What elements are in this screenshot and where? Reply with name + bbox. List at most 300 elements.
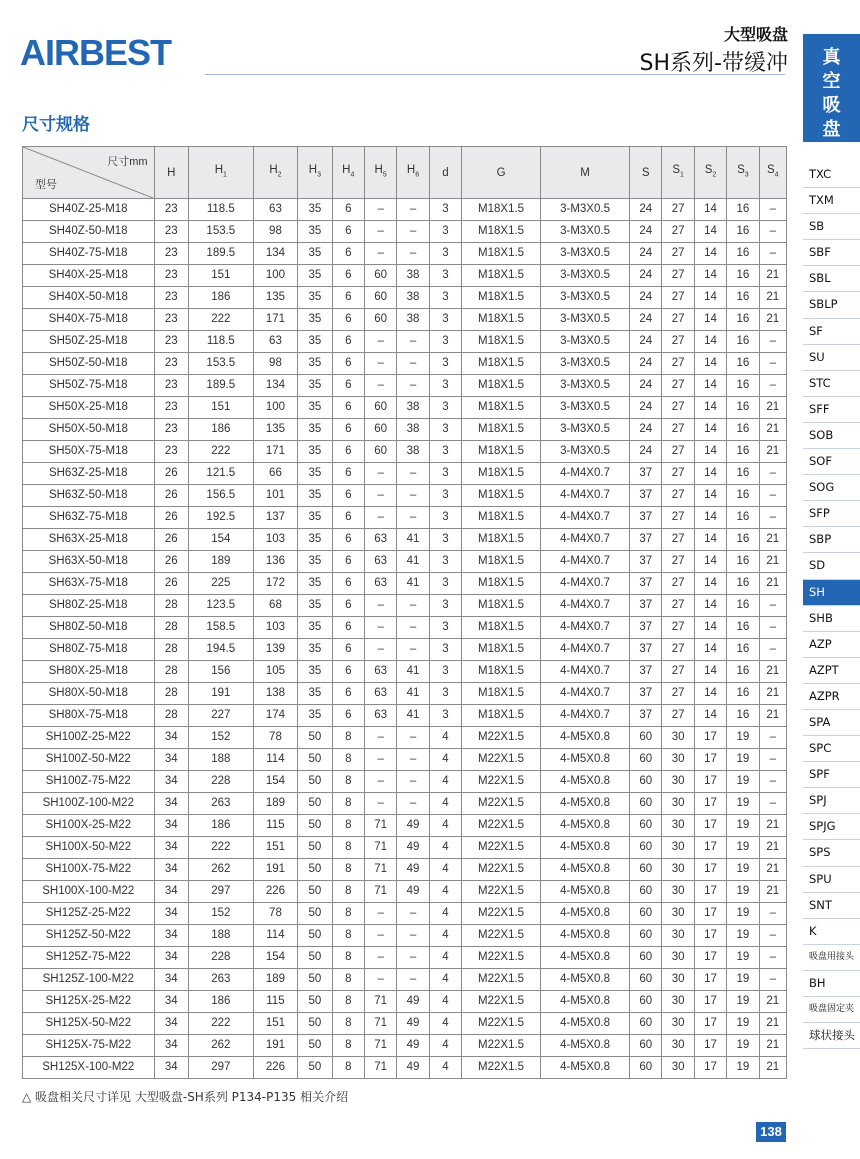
table-cell: 6 bbox=[332, 595, 364, 617]
table-cell: 37 bbox=[630, 683, 662, 705]
column-header bbox=[630, 147, 662, 199]
table-cell: 26 bbox=[154, 529, 188, 551]
table-cell: 35 bbox=[298, 397, 332, 419]
table-cell: 4 bbox=[429, 727, 461, 749]
table-cell: 16 bbox=[727, 331, 759, 353]
table-cell: 21 bbox=[759, 441, 786, 463]
table-cell: 4 bbox=[429, 881, 461, 903]
table-cell: 34 bbox=[154, 749, 188, 771]
table-cell: 38 bbox=[397, 309, 429, 331]
table-cell: 34 bbox=[154, 1035, 188, 1057]
table-cell: 188 bbox=[188, 749, 253, 771]
table-cell: 30 bbox=[662, 925, 694, 947]
table-cell: 37 bbox=[630, 485, 662, 507]
table-cell: 37 bbox=[630, 507, 662, 529]
table-cell: M18X1.5 bbox=[462, 243, 541, 265]
table-row bbox=[23, 947, 787, 969]
table-cell: M22X1.5 bbox=[462, 947, 541, 969]
table-cell: 3 bbox=[429, 485, 461, 507]
table-cell: M18X1.5 bbox=[462, 485, 541, 507]
table-cell: 8 bbox=[332, 1035, 364, 1057]
table-cell: 154 bbox=[188, 529, 253, 551]
table-cell: 24 bbox=[630, 221, 662, 243]
column-header-subscript: 6 bbox=[415, 171, 420, 179]
table-cell: 228 bbox=[188, 947, 253, 969]
table-cell: 8 bbox=[332, 815, 364, 837]
table-cell: 34 bbox=[154, 727, 188, 749]
table-cell: 37 bbox=[630, 639, 662, 661]
table-cell: 222 bbox=[188, 309, 253, 331]
table-cell: 34 bbox=[154, 815, 188, 837]
table-cell: 3 bbox=[429, 419, 461, 441]
table-cell: 188 bbox=[188, 925, 253, 947]
table-body bbox=[23, 199, 787, 1079]
side-nav-item[interactable]: TXM bbox=[803, 188, 860, 214]
table-cell: – bbox=[364, 793, 396, 815]
model-cell: SH50Z-75-M18 bbox=[23, 375, 155, 397]
table-cell: 191 bbox=[188, 683, 253, 705]
column-header-label: S bbox=[766, 163, 775, 176]
table-cell: 191 bbox=[253, 1035, 298, 1057]
side-nav-item[interactable]: SBLP bbox=[803, 292, 860, 318]
side-nav-item[interactable]: SPC bbox=[803, 736, 860, 762]
column-header bbox=[662, 147, 694, 199]
table-cell: 63 bbox=[364, 705, 396, 727]
table-cell: 17 bbox=[694, 903, 726, 925]
table-cell: 3 bbox=[429, 221, 461, 243]
model-cell: SH125X-100-M22 bbox=[23, 1057, 155, 1079]
table-cell: 35 bbox=[298, 705, 332, 727]
table-row bbox=[23, 617, 787, 639]
table-cell: 14 bbox=[694, 221, 726, 243]
table-cell: 16 bbox=[727, 265, 759, 287]
table-cell: 19 bbox=[727, 771, 759, 793]
table-cell: 3-M3X0.5 bbox=[541, 397, 630, 419]
table-cell: 30 bbox=[662, 771, 694, 793]
table-cell: 17 bbox=[694, 947, 726, 969]
table-cell: 19 bbox=[727, 947, 759, 969]
table-cell: 19 bbox=[727, 1013, 759, 1035]
table-cell: 227 bbox=[188, 705, 253, 727]
table-cell: 27 bbox=[662, 573, 694, 595]
side-category-tab[interactable] bbox=[803, 34, 860, 142]
model-cell: SH80Z-25-M18 bbox=[23, 595, 155, 617]
table-row bbox=[23, 881, 787, 903]
table-cell: 14 bbox=[694, 661, 726, 683]
table-cell: 6 bbox=[332, 331, 364, 353]
table-cell: M22X1.5 bbox=[462, 815, 541, 837]
table-cell: M18X1.5 bbox=[462, 331, 541, 353]
side-nav-item[interactable]: K bbox=[803, 919, 860, 945]
table-cell: 49 bbox=[397, 837, 429, 859]
table-cell: 17 bbox=[694, 925, 726, 947]
table-cell: M18X1.5 bbox=[462, 309, 541, 331]
table-cell: 14 bbox=[694, 419, 726, 441]
column-header-label: H bbox=[374, 163, 383, 176]
table-cell: 228 bbox=[188, 771, 253, 793]
table-cell: – bbox=[364, 903, 396, 925]
table-cell: – bbox=[397, 727, 429, 749]
table-cell: – bbox=[364, 485, 396, 507]
table-cell: 263 bbox=[188, 793, 253, 815]
table-cell: 60 bbox=[630, 991, 662, 1013]
model-cell: SH80X-25-M18 bbox=[23, 661, 155, 683]
table-cell: 27 bbox=[662, 617, 694, 639]
table-cell: – bbox=[364, 331, 396, 353]
table-row bbox=[23, 1035, 787, 1057]
table-cell: 35 bbox=[298, 221, 332, 243]
table-cell: M18X1.5 bbox=[462, 375, 541, 397]
table-cell: 21 bbox=[759, 1013, 786, 1035]
side-nav-item[interactable]: SBL bbox=[803, 266, 860, 292]
model-cell: SH80Z-50-M18 bbox=[23, 617, 155, 639]
table-cell: 192.5 bbox=[188, 507, 253, 529]
side-nav-item[interactable]: SD bbox=[803, 553, 860, 579]
column-header-subscript: 4 bbox=[350, 171, 355, 179]
header-title: SH系列-带缓冲 bbox=[639, 51, 788, 76]
table-cell: 3 bbox=[429, 595, 461, 617]
table-cell: 30 bbox=[662, 903, 694, 925]
table-cell: 6 bbox=[332, 639, 364, 661]
table-cell: 27 bbox=[662, 661, 694, 683]
side-nav-item[interactable]: AZP bbox=[803, 632, 860, 658]
table-cell: 50 bbox=[298, 859, 332, 881]
table-cell: 21 bbox=[759, 705, 786, 727]
table-cell: 50 bbox=[298, 837, 332, 859]
table-cell: 16 bbox=[727, 243, 759, 265]
table-cell: 71 bbox=[364, 881, 396, 903]
table-cell: 3-M3X0.5 bbox=[541, 199, 630, 221]
table-cell: 3 bbox=[429, 441, 461, 463]
side-nav-item[interactable]: SNT bbox=[803, 893, 860, 919]
table-cell: M22X1.5 bbox=[462, 727, 541, 749]
side-nav-item[interactable]: SHB bbox=[803, 606, 860, 632]
table-cell: 103 bbox=[253, 529, 298, 551]
table-cell: 23 bbox=[154, 375, 188, 397]
table-cell: 71 bbox=[364, 1035, 396, 1057]
table-cell: 171 bbox=[253, 309, 298, 331]
column-header-subscript: 1 bbox=[223, 171, 227, 179]
side-nav-item[interactable]: SPA bbox=[803, 710, 860, 736]
table-cell: 134 bbox=[253, 243, 298, 265]
table-cell: 27 bbox=[662, 705, 694, 727]
side-nav-item[interactable]: SOB bbox=[803, 423, 860, 449]
column-header-label: M bbox=[580, 166, 590, 179]
table-row bbox=[23, 265, 787, 287]
side-nav-item[interactable]: TXC bbox=[803, 162, 860, 188]
table-cell: 6 bbox=[332, 375, 364, 397]
table-cell: 4-M5X0.8 bbox=[541, 881, 630, 903]
model-cell: SH40X-50-M18 bbox=[23, 287, 155, 309]
side-nav-item[interactable]: SH bbox=[803, 580, 860, 606]
table-cell: – bbox=[759, 903, 786, 925]
table-cell: 23 bbox=[154, 243, 188, 265]
table-cell: M18X1.5 bbox=[462, 573, 541, 595]
table-cell: 23 bbox=[154, 331, 188, 353]
table-cell: 30 bbox=[662, 947, 694, 969]
table-cell: – bbox=[759, 793, 786, 815]
table-cell: 19 bbox=[727, 815, 759, 837]
model-cell: SH50Z-25-M18 bbox=[23, 331, 155, 353]
table-cell: M22X1.5 bbox=[462, 969, 541, 991]
column-header bbox=[429, 147, 461, 199]
model-cell: SH125X-75-M22 bbox=[23, 1035, 155, 1057]
table-cell: 14 bbox=[694, 243, 726, 265]
table-cell: 4-M5X0.8 bbox=[541, 749, 630, 771]
column-header bbox=[154, 147, 188, 199]
table-cell: – bbox=[759, 925, 786, 947]
table-cell: 3 bbox=[429, 617, 461, 639]
model-cell: SH50X-25-M18 bbox=[23, 397, 155, 419]
table-cell: 27 bbox=[662, 639, 694, 661]
table-cell: 63 bbox=[364, 573, 396, 595]
table-cell: M18X1.5 bbox=[462, 617, 541, 639]
side-nav-item[interactable]: 吸盘用接头 bbox=[803, 945, 860, 971]
table-cell: 16 bbox=[727, 639, 759, 661]
table-cell: 23 bbox=[154, 221, 188, 243]
table-cell: – bbox=[397, 595, 429, 617]
table-cell: 136 bbox=[253, 551, 298, 573]
table-cell: 151 bbox=[253, 1013, 298, 1035]
table-cell: 6 bbox=[332, 573, 364, 595]
table-cell: 151 bbox=[188, 397, 253, 419]
side-nav-item[interactable]: SPJ bbox=[803, 788, 860, 814]
table-cell: 138 bbox=[253, 683, 298, 705]
table-cell: 16 bbox=[727, 287, 759, 309]
table-cell: M18X1.5 bbox=[462, 221, 541, 243]
table-cell: 3 bbox=[429, 529, 461, 551]
model-cell: SH80X-50-M18 bbox=[23, 683, 155, 705]
table-cell: 263 bbox=[188, 969, 253, 991]
table-cell: 27 bbox=[662, 287, 694, 309]
model-cell: SH100Z-25-M22 bbox=[23, 727, 155, 749]
table-cell: – bbox=[759, 331, 786, 353]
table-cell: 186 bbox=[188, 991, 253, 1013]
page-number: 138 bbox=[756, 1122, 786, 1142]
table-cell: 3 bbox=[429, 243, 461, 265]
table-cell: – bbox=[364, 243, 396, 265]
table-cell: 14 bbox=[694, 375, 726, 397]
table-cell: 27 bbox=[662, 441, 694, 463]
table-cell: 19 bbox=[727, 837, 759, 859]
table-cell: – bbox=[364, 925, 396, 947]
table-cell: 174 bbox=[253, 705, 298, 727]
column-header-label: H bbox=[269, 163, 278, 176]
table-cell: 60 bbox=[630, 727, 662, 749]
table-cell: 100 bbox=[253, 397, 298, 419]
side-nav-item[interactable]: SFP bbox=[803, 501, 860, 527]
table-cell: 27 bbox=[662, 551, 694, 573]
table-cell: 4 bbox=[429, 859, 461, 881]
table-cell: 4-M5X0.8 bbox=[541, 771, 630, 793]
table-cell: 172 bbox=[253, 573, 298, 595]
table-row bbox=[23, 573, 787, 595]
table-row bbox=[23, 815, 787, 837]
footnote: △ 吸盘相关尺寸详见 大型吸盘-SH系列 P134-P135 相关介绍 bbox=[22, 1090, 349, 1104]
table-cell: 4 bbox=[429, 1057, 461, 1079]
table-cell: 6 bbox=[332, 265, 364, 287]
table-row bbox=[23, 705, 787, 727]
side-nav-item[interactable]: BH bbox=[803, 971, 860, 997]
table-cell: – bbox=[397, 375, 429, 397]
table-cell: 6 bbox=[332, 551, 364, 573]
table-cell: 34 bbox=[154, 881, 188, 903]
table-cell: 24 bbox=[630, 441, 662, 463]
table-cell: 6 bbox=[332, 705, 364, 727]
table-cell: 4-M4X0.7 bbox=[541, 705, 630, 727]
table-cell: 35 bbox=[298, 661, 332, 683]
table-cell: 152 bbox=[188, 727, 253, 749]
table-cell: – bbox=[759, 617, 786, 639]
table-cell: 21 bbox=[759, 991, 786, 1013]
table-cell: 3 bbox=[429, 353, 461, 375]
table-cell: M22X1.5 bbox=[462, 793, 541, 815]
table-cell: 60 bbox=[630, 925, 662, 947]
table-cell: 8 bbox=[332, 793, 364, 815]
table-cell: M18X1.5 bbox=[462, 705, 541, 727]
table-cell: 14 bbox=[694, 287, 726, 309]
side-nav-item[interactable]: SOF bbox=[803, 449, 860, 475]
table-cell: 35 bbox=[298, 507, 332, 529]
side-tab-char: 吸 bbox=[822, 95, 841, 116]
table-cell: 17 bbox=[694, 991, 726, 1013]
side-nav-item[interactable]: SB bbox=[803, 214, 860, 240]
side-nav-item[interactable]: SU bbox=[803, 345, 860, 371]
table-cell: 27 bbox=[662, 529, 694, 551]
table-cell: M18X1.5 bbox=[462, 507, 541, 529]
column-header bbox=[332, 147, 364, 199]
table-row bbox=[23, 925, 787, 947]
side-nav-item[interactable]: SPF bbox=[803, 762, 860, 788]
table-cell: 4-M4X0.7 bbox=[541, 617, 630, 639]
table-row bbox=[23, 243, 787, 265]
table-cell: – bbox=[759, 595, 786, 617]
table-cell: 14 bbox=[694, 705, 726, 727]
table-cell: – bbox=[397, 221, 429, 243]
table-cell: M18X1.5 bbox=[462, 265, 541, 287]
table-cell: 38 bbox=[397, 287, 429, 309]
model-cell: SH50X-50-M18 bbox=[23, 419, 155, 441]
table-row bbox=[23, 463, 787, 485]
table-cell: M22X1.5 bbox=[462, 1035, 541, 1057]
table-cell: 4 bbox=[429, 771, 461, 793]
side-nav-item[interactable]: SF bbox=[803, 319, 860, 345]
table-row bbox=[23, 507, 787, 529]
table-cell: – bbox=[364, 463, 396, 485]
table-cell: 41 bbox=[397, 705, 429, 727]
table-cell: – bbox=[397, 331, 429, 353]
side-nav-item[interactable]: SPJG bbox=[803, 814, 860, 840]
table-cell: 71 bbox=[364, 837, 396, 859]
model-cell: SH100Z-100-M22 bbox=[23, 793, 155, 815]
table-cell: 8 bbox=[332, 991, 364, 1013]
table-cell: – bbox=[759, 969, 786, 991]
table-cell: M22X1.5 bbox=[462, 837, 541, 859]
table-cell: – bbox=[759, 199, 786, 221]
table-cell: 41 bbox=[397, 551, 429, 573]
side-nav-item[interactable]: SBP bbox=[803, 527, 860, 553]
table-cell: – bbox=[759, 771, 786, 793]
column-header-subscript: 5 bbox=[382, 171, 387, 179]
table-cell: 3-M3X0.5 bbox=[541, 221, 630, 243]
table-cell: – bbox=[364, 221, 396, 243]
table-cell: 3 bbox=[429, 661, 461, 683]
model-cell: SH40Z-25-M18 bbox=[23, 199, 155, 221]
table-cell: 16 bbox=[727, 441, 759, 463]
table-cell: 189 bbox=[253, 793, 298, 815]
table-cell: 115 bbox=[253, 991, 298, 1013]
table-cell: 21 bbox=[759, 661, 786, 683]
table-cell: 137 bbox=[253, 507, 298, 529]
side-nav-item[interactable]: SFF bbox=[803, 397, 860, 423]
table-cell: 17 bbox=[694, 881, 726, 903]
table-cell: 6 bbox=[332, 441, 364, 463]
table-header-row bbox=[23, 147, 787, 199]
table-cell: 60 bbox=[364, 397, 396, 419]
table-cell: 154 bbox=[253, 947, 298, 969]
side-nav-item[interactable]: SPU bbox=[803, 867, 860, 893]
table-cell: 37 bbox=[630, 661, 662, 683]
table-cell: 8 bbox=[332, 881, 364, 903]
table-cell: 38 bbox=[397, 265, 429, 287]
table-cell: – bbox=[759, 353, 786, 375]
table-cell: 14 bbox=[694, 199, 726, 221]
table-cell: M18X1.5 bbox=[462, 639, 541, 661]
table-cell: 34 bbox=[154, 947, 188, 969]
table-cell: 14 bbox=[694, 683, 726, 705]
side-tab-char: 盘 bbox=[822, 119, 841, 140]
table-cell: 3 bbox=[429, 683, 461, 705]
table-cell: 60 bbox=[630, 947, 662, 969]
table-cell: 16 bbox=[727, 353, 759, 375]
table-cell: 17 bbox=[694, 749, 726, 771]
column-header bbox=[253, 147, 298, 199]
table-cell: 21 bbox=[759, 815, 786, 837]
table-cell: 4-M5X0.8 bbox=[541, 1013, 630, 1035]
side-nav-item[interactable]: AZPT bbox=[803, 658, 860, 684]
table-cell: 19 bbox=[727, 793, 759, 815]
side-nav-item[interactable]: SPS bbox=[803, 840, 860, 866]
side-nav-item[interactable]: AZPR bbox=[803, 684, 860, 710]
table-cell: 123.5 bbox=[188, 595, 253, 617]
table-cell: 8 bbox=[332, 903, 364, 925]
table-cell: 30 bbox=[662, 969, 694, 991]
side-nav-item[interactable]: SBF bbox=[803, 240, 860, 266]
model-cell: SH100X-50-M22 bbox=[23, 837, 155, 859]
column-header-label: H bbox=[342, 163, 351, 176]
table-cell: 24 bbox=[630, 199, 662, 221]
table-cell: M18X1.5 bbox=[462, 419, 541, 441]
table-cell: 4-M5X0.8 bbox=[541, 903, 630, 925]
model-cell: SH63X-25-M18 bbox=[23, 529, 155, 551]
side-nav-item[interactable]: STC bbox=[803, 371, 860, 397]
side-nav-item[interactable]: 吸盘固定夹 bbox=[803, 997, 860, 1023]
table-cell: 21 bbox=[759, 397, 786, 419]
table-cell: 17 bbox=[694, 771, 726, 793]
table-cell: 19 bbox=[727, 925, 759, 947]
side-nav-item[interactable]: SOG bbox=[803, 475, 860, 501]
column-header-label: H bbox=[406, 163, 416, 176]
table-cell: 4-M4X0.7 bbox=[541, 485, 630, 507]
table-cell: 194.5 bbox=[188, 639, 253, 661]
table-cell: 28 bbox=[154, 683, 188, 705]
table-cell: M18X1.5 bbox=[462, 441, 541, 463]
table-cell: 14 bbox=[694, 441, 726, 463]
side-nav-item[interactable]: 球状接头 bbox=[803, 1023, 860, 1049]
section-title: 尺寸规格 bbox=[22, 115, 90, 135]
table-cell: 63 bbox=[253, 331, 298, 353]
table-cell: 35 bbox=[298, 595, 332, 617]
